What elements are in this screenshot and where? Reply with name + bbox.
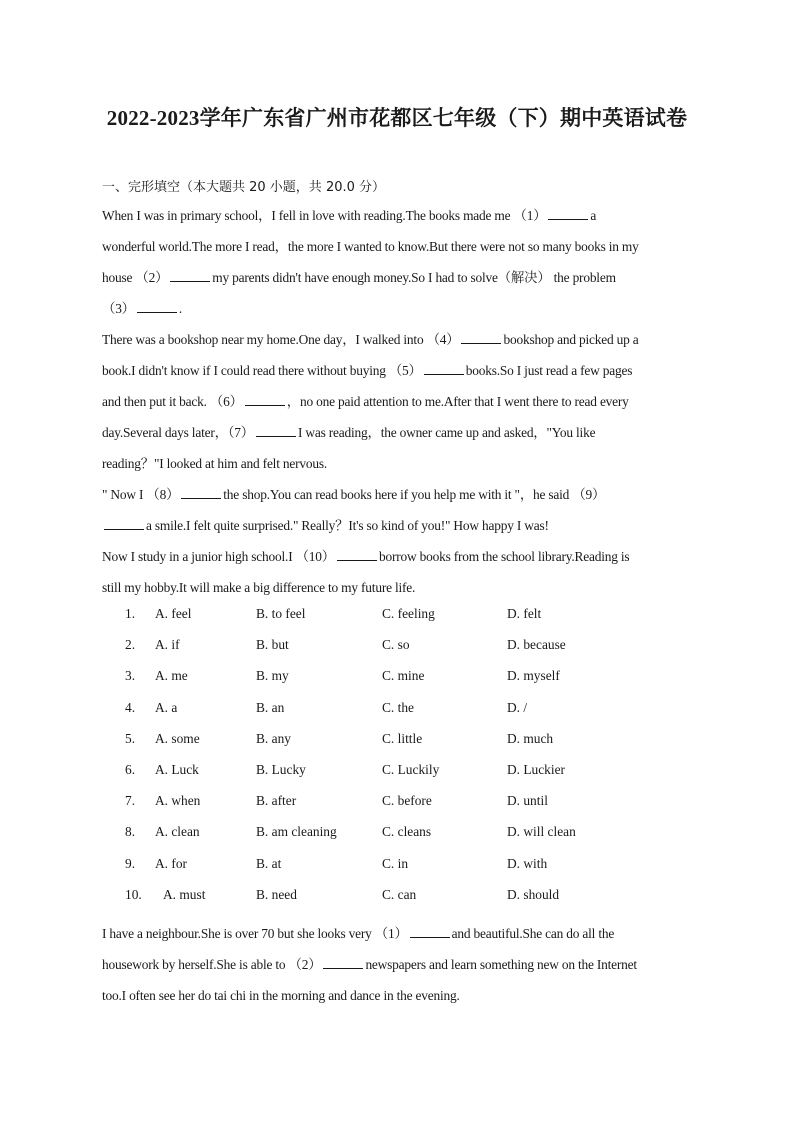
passage-text: bookshop and picked up a (503, 332, 639, 347)
option-a: A. must (163, 886, 206, 902)
passage-text: too.I often see her do tai chi in the morning and dance in the evening. (102, 988, 460, 1003)
option-d: D. much (507, 730, 554, 746)
passage-text: day.Several days later，（7） (102, 425, 254, 440)
answer-blank (424, 360, 464, 375)
answer-blank (170, 267, 210, 282)
answer-blank (410, 923, 450, 938)
answer-blank (104, 515, 144, 530)
option-a: A. Luck (155, 761, 199, 777)
passage-line (102, 355, 692, 386)
option-c: C. before (382, 793, 432, 809)
option-b: B. any (256, 730, 291, 746)
option-c: C. cleans (382, 824, 432, 840)
option-b: B. to feel (256, 606, 306, 621)
option-row (125, 856, 685, 887)
question-number: 4. (125, 699, 136, 715)
passage-1 (102, 200, 692, 603)
question-number: 9. (125, 855, 136, 871)
answer-blank (245, 391, 285, 406)
option-d: D. / (507, 699, 528, 715)
passage-text: book.I didn't know if I could read there without buying （5） (102, 363, 422, 378)
option-b: B. an (256, 699, 285, 715)
option-b: B. am cleaning (256, 824, 337, 840)
option-a: A. for (155, 855, 187, 871)
passage-text: I was reading，the owner came up and asked，"You like (297, 425, 596, 440)
option-c: C. Luckily (382, 761, 440, 777)
passage-text: ，no one paid attention to me.After that I went there to read every (286, 394, 629, 409)
passage-text: still my hobby.It will make a big difference to my future life. (102, 580, 416, 595)
option-b: B. after (256, 793, 297, 809)
answer-blank (137, 298, 177, 313)
question-number: 10. (125, 886, 142, 902)
passage-text: （3） (102, 301, 135, 316)
option-c: C. so (382, 637, 410, 653)
option-d: D. should (507, 886, 560, 902)
answer-blank (337, 546, 377, 561)
passage-line (102, 510, 692, 541)
option-c: C. little (382, 730, 423, 746)
option-d: D. with (507, 855, 548, 871)
passage-text: reading？"I looked at him and felt nervous. (102, 456, 328, 471)
question-number: 8. (125, 824, 136, 840)
answer-blank (256, 422, 296, 437)
option-a: A. if (155, 637, 180, 653)
passage-text: house （2） (102, 270, 169, 285)
passage-line (102, 262, 692, 293)
option-c: C. the (382, 699, 414, 715)
answer-blank (323, 954, 363, 969)
passage-text: Now I study in a junior high school.I （10） (102, 549, 335, 564)
passage-text: newspapers and learn something new on the Internet (365, 957, 637, 972)
passage-line (102, 386, 692, 417)
question-number: 1. (125, 606, 136, 621)
answer-blank (461, 329, 501, 344)
option-c: C. feeling (382, 606, 435, 621)
option-row (125, 731, 685, 762)
passage-text: my parents didn't have enough money.So I had to solve（解决） the problem (212, 270, 616, 285)
passage-line (102, 949, 692, 980)
passage-text: . (178, 301, 183, 316)
passage-text: borrow books from the school library.Reading is (379, 549, 630, 564)
option-c: C. mine (382, 668, 425, 684)
passage-text: housework by herself.She is able to （2） (102, 957, 322, 972)
option-row (125, 606, 685, 637)
option-row (125, 824, 685, 855)
option-row (125, 887, 685, 918)
question-number: 7. (125, 793, 136, 809)
option-a: A. when (155, 793, 201, 809)
passage-line (102, 231, 692, 262)
passage-text: a (590, 208, 597, 223)
option-a: A. clean (155, 824, 200, 840)
question-number: 2. (125, 637, 136, 653)
passage-line (102, 417, 692, 448)
option-b: B. Lucky (256, 761, 306, 777)
option-c: C. can (382, 886, 417, 902)
passage-line (102, 200, 692, 231)
option-a: A. me (155, 668, 188, 684)
option-b: B. but (256, 637, 289, 653)
passage-line (102, 324, 692, 355)
option-row (125, 762, 685, 793)
option-row (125, 793, 685, 824)
passage-line (102, 572, 692, 603)
option-d: D. will clean (507, 824, 576, 840)
passage-line (102, 980, 692, 1011)
passage-2 (102, 918, 692, 1011)
option-b: B. at (256, 855, 282, 871)
passage-text: the shop.You can read books here if you help me with it "，he said （9） (223, 487, 606, 502)
passage-text: and then put it back. （6） (102, 394, 243, 409)
passage-line (102, 448, 692, 479)
option-row (125, 700, 685, 731)
passage-line (102, 541, 692, 572)
passage-text: books.So I just read a few pages (465, 363, 633, 378)
passage-text: " Now I （8） (102, 487, 180, 502)
option-row (125, 637, 685, 668)
passage-line (102, 293, 692, 324)
option-c: C. in (382, 855, 409, 871)
question-number: 6. (125, 761, 136, 777)
option-b: B. my (256, 668, 289, 684)
option-a: A. a (155, 699, 178, 715)
option-row (125, 668, 685, 699)
answer-blank (181, 484, 221, 499)
option-d: D. Luckier (507, 761, 566, 777)
passage-text: When I was in primary school，I fell in love with reading.The books made me （1） (102, 208, 547, 223)
answer-blank (548, 205, 588, 220)
question-number: 3. (125, 668, 136, 684)
page-title: 2022-2023学年广东省广州市花都区七年级（下）期中英语试卷 (106, 106, 688, 130)
option-d: D. myself (507, 668, 560, 684)
section-heading: 一、完形填空（本大题共 20 小题，共 20.0 分） (102, 180, 386, 195)
question-number: 5. (125, 730, 136, 746)
option-b: B. need (256, 886, 297, 902)
options-list (125, 606, 685, 918)
passage-line (102, 479, 692, 510)
option-d: D. because (507, 637, 566, 653)
passage-line (102, 918, 692, 949)
passage-text: wonderful world.The more I read，the more I wanted to know.But there were not so many books in my (102, 239, 639, 254)
option-a: A. feel (155, 606, 192, 621)
option-d: D. felt (507, 606, 542, 621)
passage-text: and beautiful.She can do all the (451, 926, 615, 941)
option-d: D. until (507, 793, 548, 809)
passage-text: There was a bookshop near my home.One day，I walked into （4） (102, 332, 460, 347)
option-a: A. some (155, 730, 200, 746)
passage-text: a smile.I felt quite surprised." Really？It's so kind of you!" How happy I was! (146, 518, 549, 533)
passage-text: I have a neighbour.She is over 70 but she looks very （1） (102, 926, 408, 941)
